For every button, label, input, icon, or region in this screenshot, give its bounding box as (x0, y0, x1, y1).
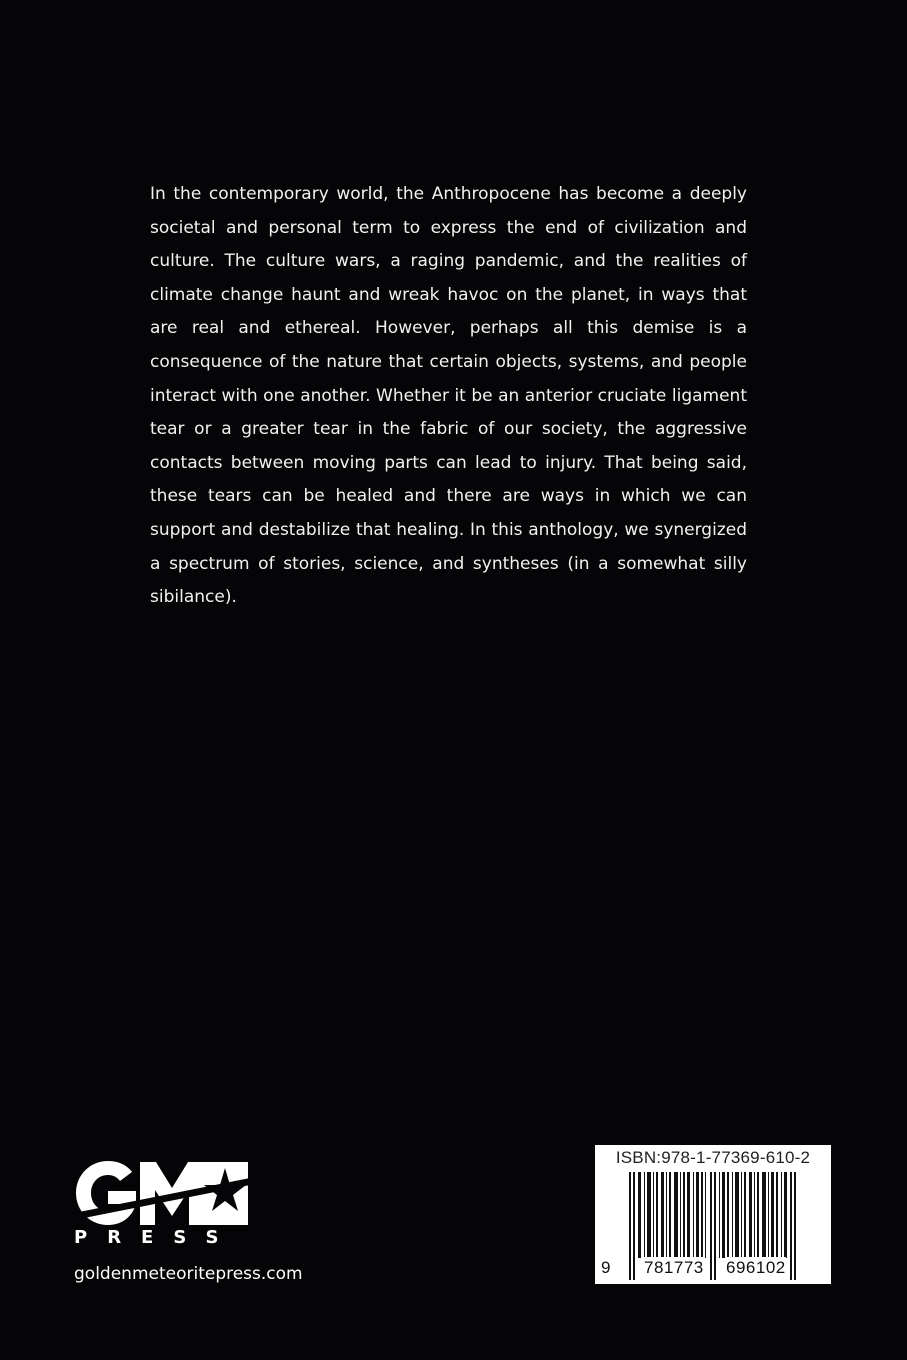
isbn-barcode (595, 1145, 831, 1284)
publisher-website: goldenmeteoritepress.com (74, 1264, 303, 1284)
barcode-right-digits: 696102 (726, 1258, 786, 1277)
publisher-logo-word: PRESS (74, 1227, 239, 1248)
isbn-label: ISBN:978-1-77369-610-2 (615, 1148, 811, 1167)
back-cover-blurb: In the contemporary world, the Anthropocene has become a deeply societal and personal term to express the end of civilization and culture. The culture wars, a raging pandemic, and the realities of climate change haunt and wreak havoc on the planet, in ways that are real and ethereal. However, perhaps all this demise is a consequence of the nature that certain objects, systems, and people interact with one another. Whether it be an anterior cruciate ligament tear or a greater tear in the fabric of our society, the aggressive contacts between moving parts can lead to injury. That being said, these tears can be healed and there are ways in which we can support and destabilize that healing. In this anthology, we synergized a spectrum of stories, science, and syntheses (in a somewhat silly sibilance). (150, 184, 747, 608)
gm-star-logo-icon (74, 1158, 250, 1228)
barcode-left-digits: 781773 (644, 1258, 704, 1277)
barcode-lead-digit: 9 (601, 1258, 611, 1277)
